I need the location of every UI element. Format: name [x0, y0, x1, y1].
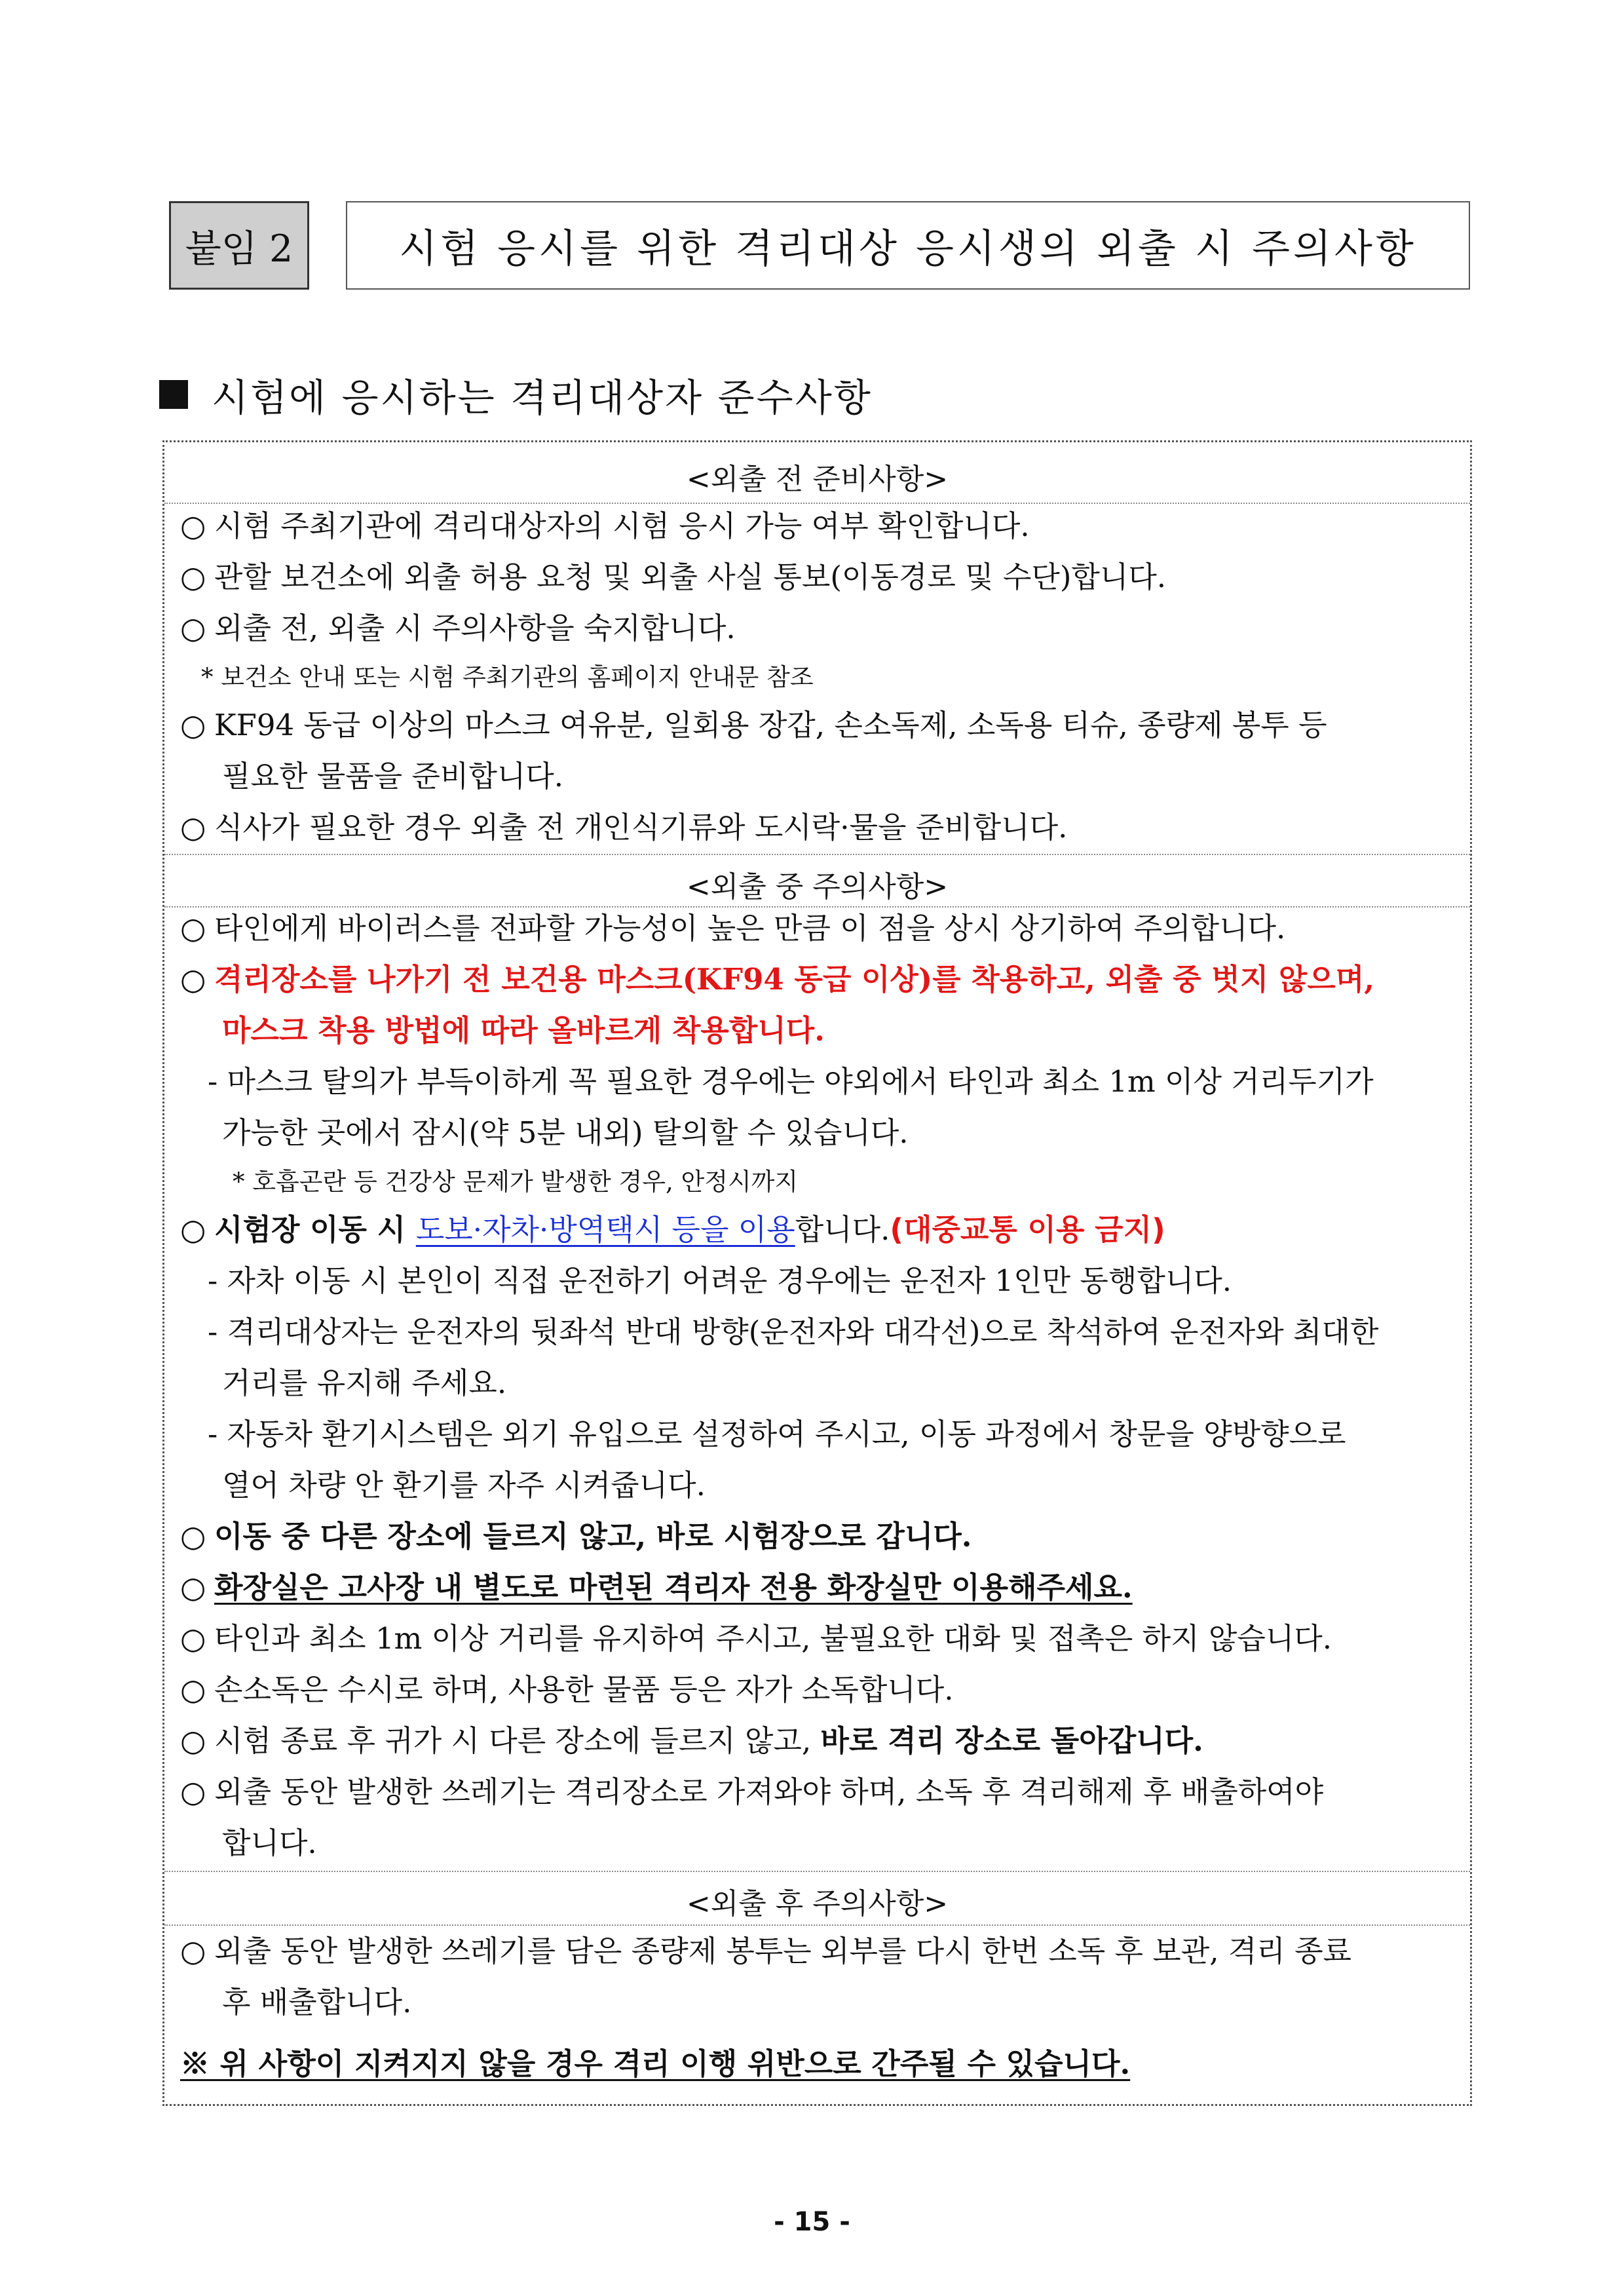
- divider: [164, 1924, 1470, 1926]
- sub-note: * 호흡곤란 등 건강상 문제가 발생한 경우, 안정시까지: [233, 1168, 799, 1196]
- reference-note: * 보건소 안내 또는 시험 주최기관의 홈페이지 안내문 참조: [201, 663, 814, 691]
- guidelines-box: [162, 440, 1472, 2106]
- list-item: ○ 식사가 필요한 경우 외출 전 개인식기류와 도시락·물을 준비합니다.: [180, 810, 1068, 845]
- attachment-tag: 붙임 2: [169, 201, 309, 290]
- black-square-icon: [159, 380, 188, 409]
- section-title: 시험에 응시하는 격리대상자 준수사항: [212, 375, 873, 420]
- list-item: ○ 시험 종료 후 귀가 시 다른 장소에 들르지 않고, 바로 격리 장소로 돌아갑니다.: [180, 1723, 1203, 1758]
- list-item: ○ 격리장소를 나가기 전 보건용 마스크(KF94 동급 이상)를 착용하고, 외출 중 벗지 않으며,: [180, 962, 1374, 997]
- list-item-continuation: 마스크 착용 방법에 따라 올바르게 착용합니다.: [222, 1013, 825, 1048]
- sub-item: - 격리대상자는 운전자의 뒷좌석 반대 방향(운전자와 대각선)으로 착석하여 운전자와 최대한: [208, 1314, 1379, 1349]
- list-item-continuation: 필요한 물품을 준비합니다.: [222, 759, 564, 794]
- list-item-continuation: 후 배출합니다.: [222, 1985, 412, 2019]
- list-item: ○ 외출 전, 외출 시 주의사항을 숙지합니다.: [180, 611, 736, 645]
- divider: [164, 1871, 1470, 1872]
- divider: [164, 503, 1470, 504]
- warning-note: ※ 위 사항이 지켜지지 않을 경우 격리 이행 위반으로 간주될 수 있습니다.: [180, 2046, 1131, 2081]
- section-heading: [159, 367, 873, 422]
- list-item: ○ 타인에게 바이러스를 전파할 가능성이 높은 만큼 이 점을 상시 상기하여 주의합니다.: [180, 911, 1286, 946]
- list-item: ○ 타인과 최소 1m 이상 거리를 유지하여 주시고, 불필요한 대화 및 접촉은 하지 않습니다.: [180, 1621, 1332, 1656]
- list-item: ○ 시험 주최기관에 격리대상자의 시험 응시 가능 여부 확인합니다.: [180, 508, 1030, 543]
- document-title: 시험 응시를 위한 격리대상 응시생의 외출 시 주의사항: [346, 201, 1470, 290]
- list-item: ○ 외출 동안 발생한 쓰레기를 담은 종량제 봉투는 외부를 다시 한번 소독 후 보관, 격리 종료: [180, 1934, 1352, 1968]
- divider: [164, 906, 1470, 908]
- sub-item: - 마스크 탈의가 부득이하게 꼭 필요한 경우에는 야외에서 타인과 최소 1m 이상 거리두기가: [208, 1064, 1374, 1099]
- sub-item-continuation: 가능한 곳에서 잠시(약 5분 내외) 탈의할 수 있습니다.: [222, 1115, 909, 1150]
- sub-item-continuation: 열어 차량 안 환기를 자주 시켜줍니다.: [222, 1468, 706, 1502]
- sub-item: - 자차 이동 시 본인이 직접 운전하기 어려운 경우에는 운전자 1인만 동행합니다.: [208, 1263, 1232, 1298]
- list-item: ○ KF94 동급 이상의 마스크 여유분, 일회용 장갑, 손소독제, 소독용 티슈, 종량제 봉투 등: [180, 708, 1327, 742]
- list-item: ○ 이동 중 다른 장소에 들르지 않고, 바로 시험장으로 갑니다.: [180, 1519, 972, 1554]
- list-item: ○ 손소독은 수시로 하며, 사용한 물품 등은 자가 소독합니다.: [180, 1672, 954, 1707]
- list-item: ○ 관할 보건소에 외출 허용 요청 및 외출 사실 통보(이동경로 및 수단)합니다.: [180, 560, 1167, 594]
- sub-item: - 자동차 환기시스템은 외기 유입으로 설정하여 주시고, 이동 과정에서 창문을 양방향으로: [208, 1417, 1346, 1451]
- list-item: ○ 화장실은 고사장 내 별도로 마련된 격리자 전용 화장실만 이용해주세요.: [180, 1570, 1133, 1605]
- before-outing-heading: <외출 전 준비사항>: [686, 463, 949, 496]
- sub-item-continuation: 거리를 유지해 주세요.: [222, 1366, 507, 1400]
- list-item-continuation: 합니다.: [222, 1826, 317, 1860]
- list-item: ○ 시험장 이동 시 도보·자차·방역택시 등을 이용합니다.(대중교통 이용 금지): [180, 1212, 1165, 1247]
- list-item: ○ 외출 동안 발생한 쓰레기는 격리장소로 가져와야 하며, 소독 후 격리해제 후 배출하여야: [180, 1774, 1324, 1809]
- page-number: - 15 -: [774, 2207, 850, 2237]
- during-outing-heading: <외출 중 주의사항>: [686, 870, 949, 904]
- after-outing-heading: <외출 후 주의사항>: [686, 1887, 949, 1921]
- divider: [164, 854, 1470, 855]
